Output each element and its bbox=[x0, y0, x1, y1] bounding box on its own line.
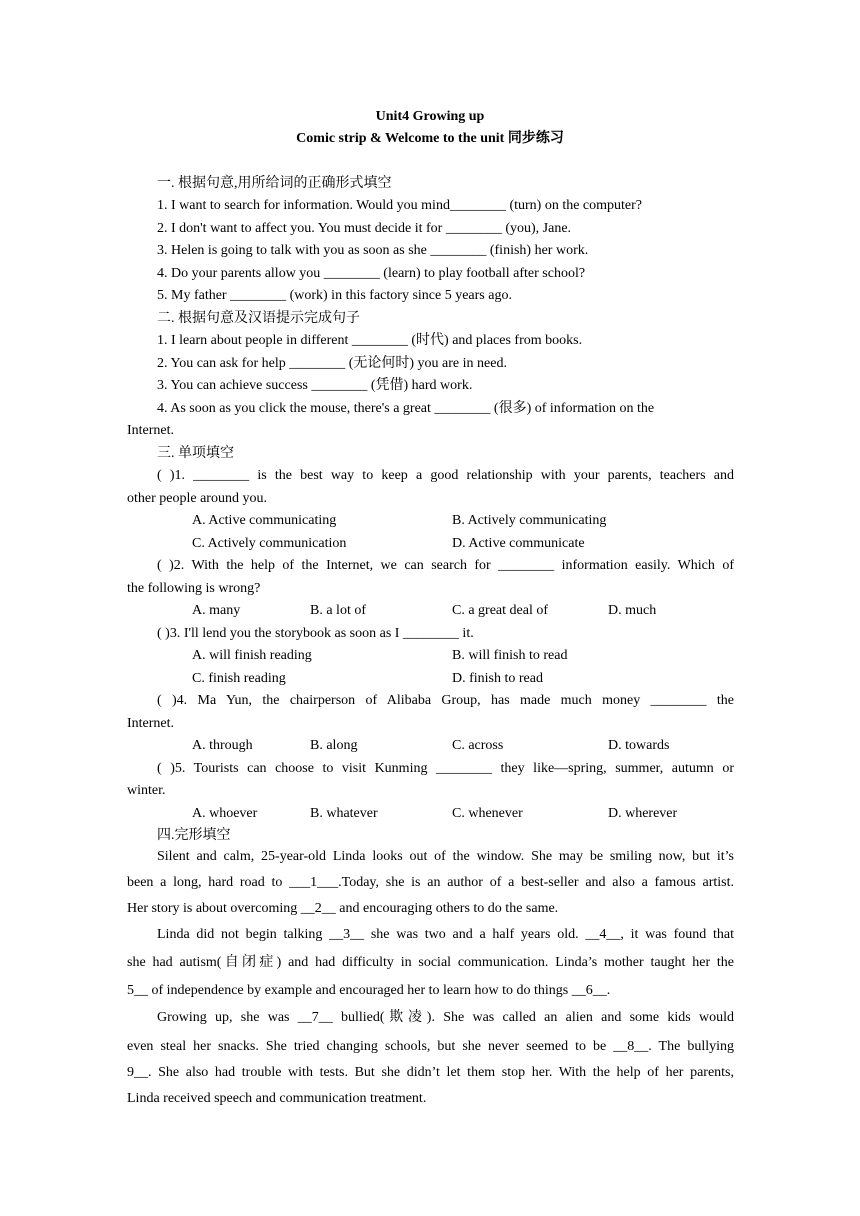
passage-p2-line-1: Linda did not begin talking __3__ she was two and a half years old. __4__, it was found that bbox=[157, 927, 734, 942]
document-subtitle: Comic strip & Welcome to the unit 同步练习 bbox=[296, 131, 564, 146]
section2-item-1: 1. I learn about people in different ________ (时代) and places from books. bbox=[157, 333, 583, 348]
passage-p1-line-1: Silent and calm, 25-year-old Linda looks out of the window. She may be smiling now, but it’s bbox=[157, 849, 734, 864]
q3-option-b: B. will finish to read bbox=[452, 648, 568, 663]
question-1: ( )1. ________ is the best way to keep a good relationship with your parents, teachers and bbox=[157, 468, 734, 483]
passage-p2-line-3: 5__ of independence by example and encouraged her to learn how to do things __6__. bbox=[127, 983, 611, 998]
section2-item-3: 3. You can achieve success ________ (凭借) hard work. bbox=[157, 378, 473, 393]
q2-option-a: A. many bbox=[192, 603, 241, 618]
q5-option-b: B. whatever bbox=[310, 806, 378, 821]
section2-heading: 二. 根据句意及汉语提示完成句子 bbox=[157, 311, 360, 326]
section1-heading: 一. 根据句意,用所给词的正确形式填空 bbox=[157, 176, 392, 191]
question-5: ( )5. Tourists can choose to visit Kunming ________ they like—spring, summer, autumn or bbox=[157, 761, 734, 776]
section1-item-4: 4. Do your parents allow you ________ (learn) to play football after school? bbox=[157, 266, 586, 281]
q2-option-d: D. much bbox=[608, 603, 657, 618]
q4-option-c: C. across bbox=[452, 738, 504, 753]
q1-option-d: D. Active communicate bbox=[452, 536, 585, 551]
passage-p3-line-3: 9__. She also had trouble with tests. But she didn’t let them stop her. With the help of her parents, bbox=[127, 1065, 734, 1080]
question-2: ( )2. With the help of the Internet, we can search for ________ information easily. Which of bbox=[157, 558, 734, 573]
document-title: Unit4 Growing up bbox=[375, 109, 485, 124]
q3-option-d: D. finish to read bbox=[452, 671, 543, 686]
section4-heading: 四.完形填空 bbox=[157, 828, 231, 843]
q4-option-b: B. along bbox=[310, 738, 358, 753]
passage-p2-line-2: she had autism(自闭症) and had difficulty in social communication. Linda’s mother taught her the bbox=[127, 955, 734, 970]
question-1-continued: other people around you. bbox=[127, 491, 267, 506]
section1-item-3: 3. Helen is going to talk with you as soon as she ________ (finish) her work. bbox=[157, 243, 589, 258]
q2-option-b: B. a lot of bbox=[310, 603, 366, 618]
section3-heading: 三. 单项填空 bbox=[157, 446, 234, 461]
passage-p3-line-1: Growing up, she was __7__ bullied(欺凌). She was called an alien and some kids would bbox=[157, 1010, 734, 1025]
section2-item-4: 4. As soon as you click the mouse, there's a great ________ (很多) of information on the bbox=[157, 401, 655, 416]
q5-option-d: D. wherever bbox=[608, 806, 678, 821]
section2-item-4-continued: Internet. bbox=[127, 423, 175, 438]
q1-option-c: C. Actively communication bbox=[192, 536, 347, 551]
section1-item-1: 1. I want to search for information. Would you mind________ (turn) on the computer? bbox=[157, 198, 643, 213]
question-4-continued: Internet. bbox=[127, 716, 175, 731]
q1-option-a: A. Active communicating bbox=[192, 513, 337, 528]
question-2-continued: the following is wrong? bbox=[127, 581, 261, 596]
q4-option-d: D. towards bbox=[608, 738, 670, 753]
section2-item-2: 2. You can ask for help ________ (无论何时) you are in need. bbox=[157, 356, 507, 371]
q3-option-a: A. will finish reading bbox=[192, 648, 312, 663]
q1-option-b: B. Actively communicating bbox=[452, 513, 607, 528]
q2-option-c: C. a great deal of bbox=[452, 603, 549, 618]
passage-p1-line-2: been a long, hard road to ___1___.Today, she is an author of a best-seller and also a famous artist. bbox=[127, 875, 734, 890]
question-3: ( )3. I'll lend you the storybook as soon as I ________ it. bbox=[157, 626, 474, 641]
section1-item-2: 2. I don't want to affect you. You must decide it for ________ (you), Jane. bbox=[157, 221, 572, 236]
passage-p3-line-4: Linda received speech and communication treatment. bbox=[127, 1091, 427, 1106]
passage-p3-line-2: even steal her snacks. She tried changing schools, but she never seemed to be __8__. The bullying bbox=[127, 1039, 734, 1054]
section1-item-5: 5. My father ________ (work) in this factory since 5 years ago. bbox=[157, 288, 512, 303]
question-5-continued: winter. bbox=[127, 783, 166, 798]
q5-option-a: A. whoever bbox=[192, 806, 258, 821]
passage-p1-line-3: Her story is about overcoming __2__ and encouraging others to do the same. bbox=[127, 901, 559, 916]
q3-option-c: C. finish reading bbox=[192, 671, 286, 686]
q4-option-a: A. through bbox=[192, 738, 253, 753]
q5-option-c: C. whenever bbox=[452, 806, 523, 821]
question-4: ( )4. Ma Yun, the chairperson of Alibaba Group, has made much money ________ the bbox=[157, 693, 734, 708]
